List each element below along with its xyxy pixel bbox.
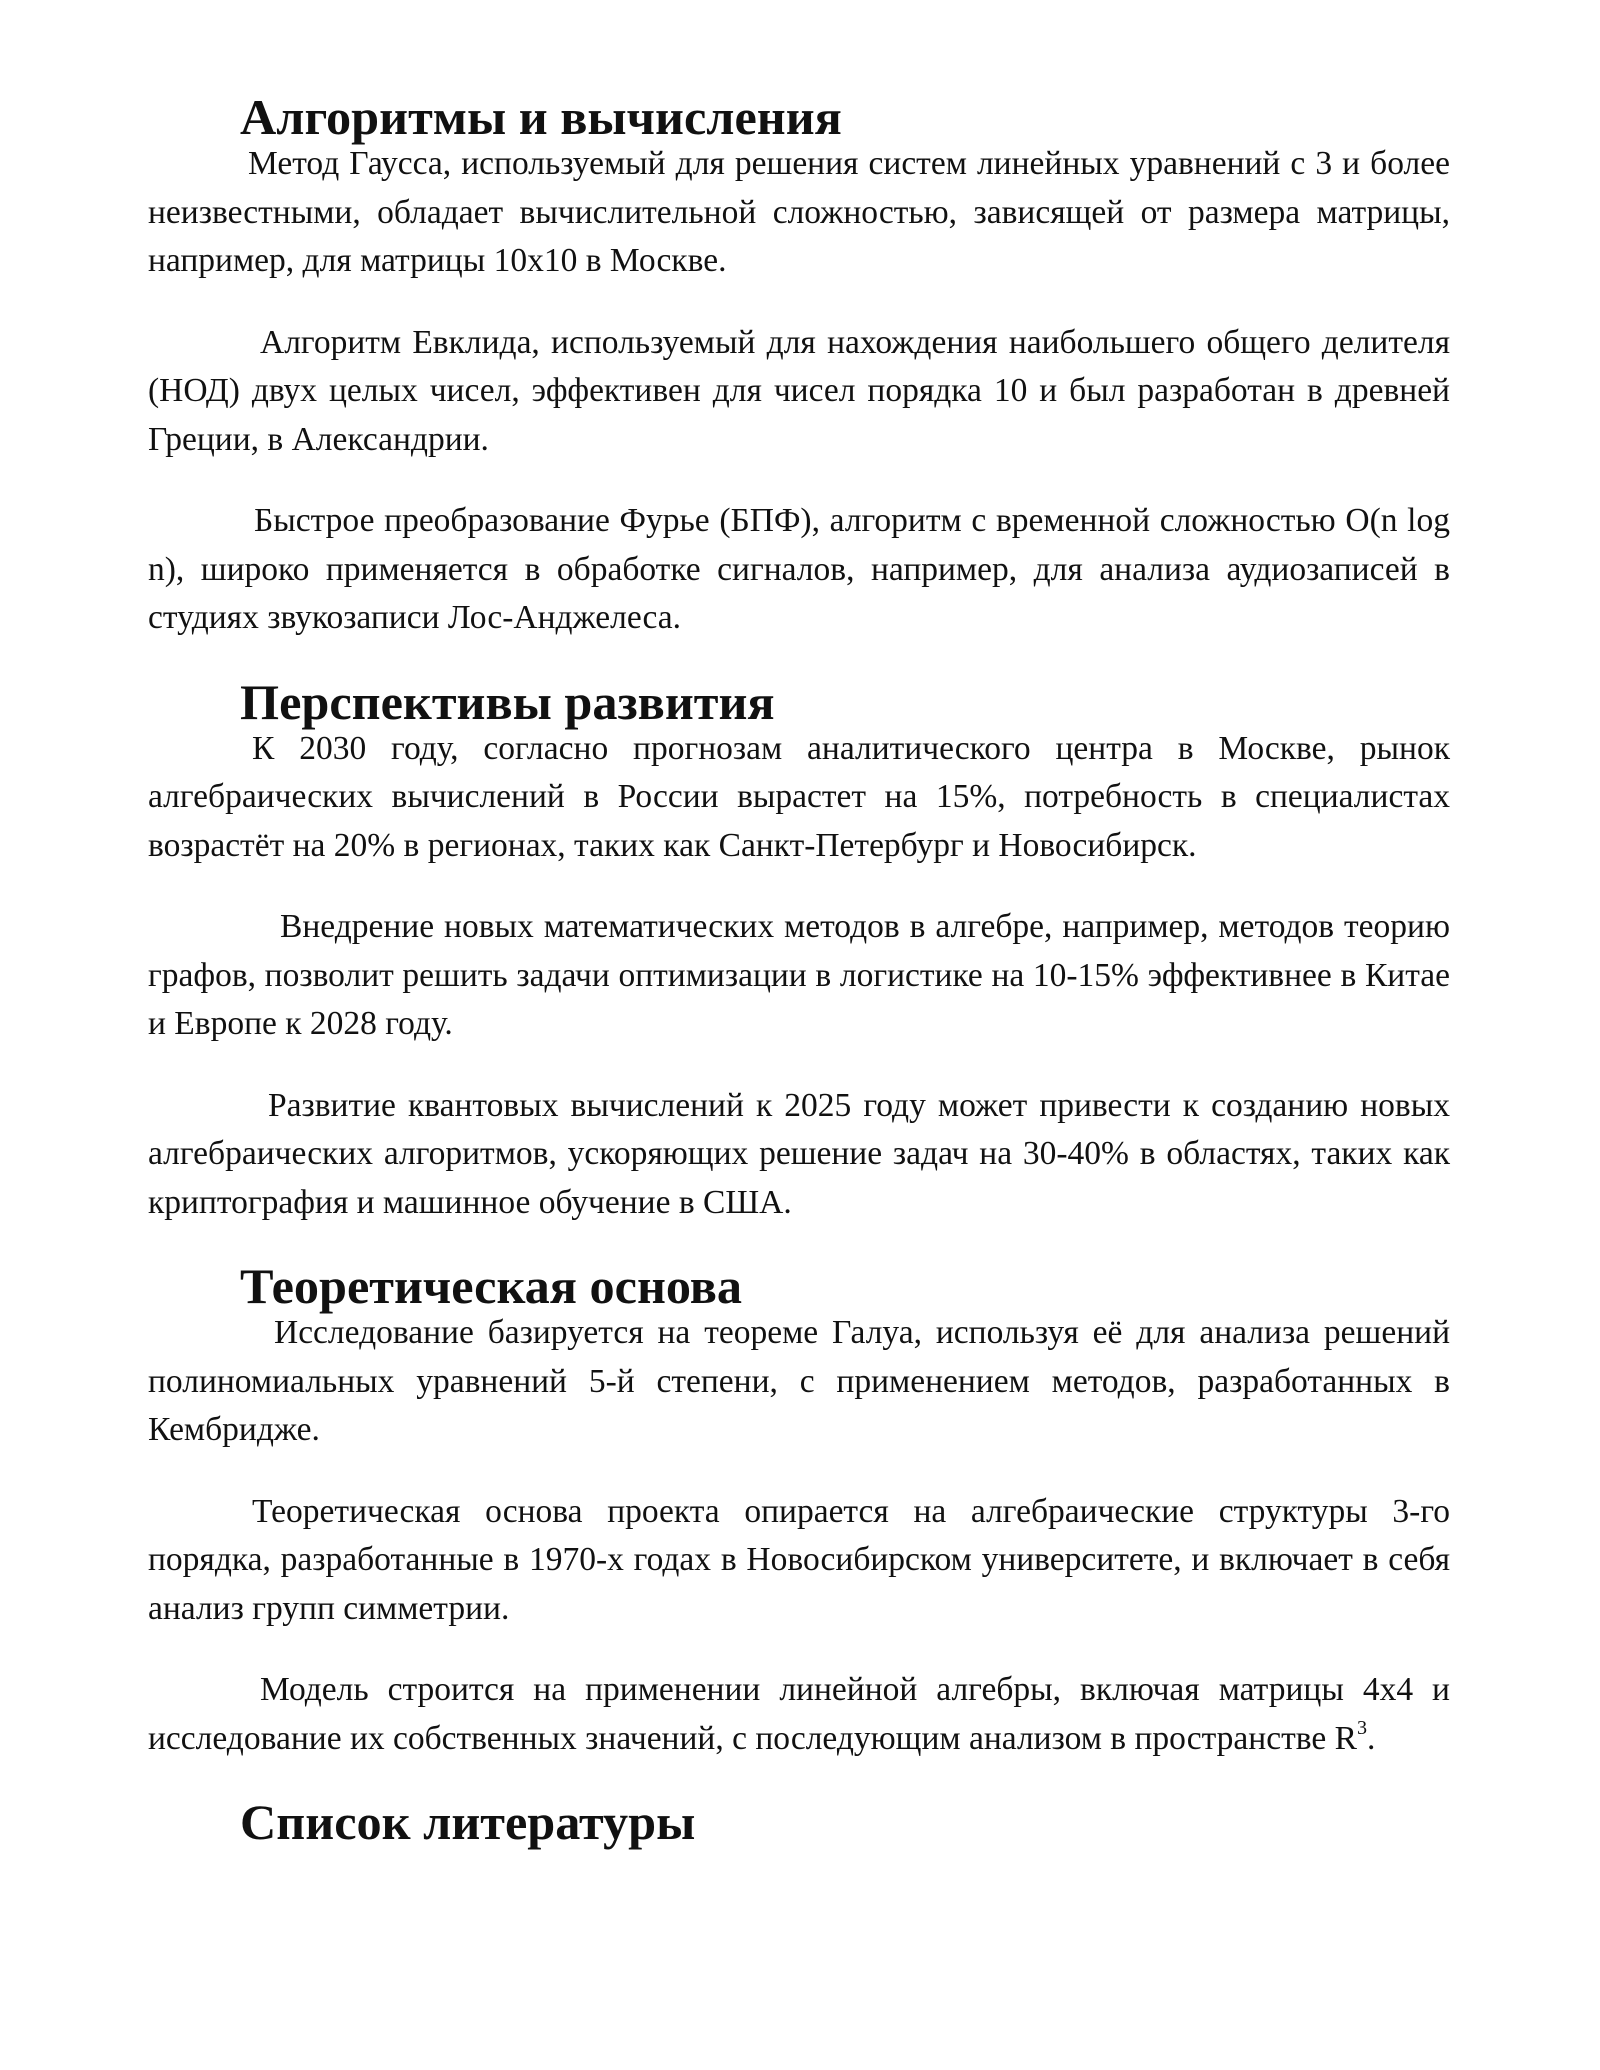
- paragraph-gauss: Метод Гаусса, используемый для решения систем линейных уравнений с 3 и более неизвестными, обладает вычислительной сложностью, зависящей от размера матрицы, например, для матрицы 10x10 в Москве.: [148, 145, 1450, 279]
- paragraph-fft: Быстрое преобразование Фурье (БПФ), алгоритм с временной сложностью O(n log n), широко применяется в обработке сигналов, например, для анализа аудиозаписей в студиях звукозаписи Лос-Анджелеса.: [148, 502, 1450, 636]
- document-page: [148, 89, 1450, 1850]
- paragraph-structures: Теоретическая основа проекта опирается на алгебраические структуры 3-го порядка, разработанные в 1970-х годах в Новосибирском университете, и включает в себя анализ групп симметрии.: [148, 1492, 1450, 1627]
- paragraph-market: К 2030 году, согласно прогнозам аналитического центра в Москве, рынок алгебраических вычислений в России вырастет на 15%, потребность в специалистах возрастёт на 20% в регионах, таких как Санкт-Петербург и Новосибирск.: [148, 729, 1450, 864]
- paragraph-methods: Внедрение новых математических методов в алгебре, например, методов теорию графов, позволит решить задачи оптимизации в логистике на 10-15% эффективнее в Китае и Европе к 2028 году.: [148, 908, 1450, 1042]
- paragraph-model-period: .: [1367, 1719, 1376, 1757]
- section-heading-prospects: Перспективы развития: [240, 673, 775, 730]
- section-heading-theory: Теоретическая основа: [240, 1258, 743, 1314]
- superscript-three: 3: [1356, 1716, 1367, 1739]
- paragraph-galois: Исследование базируется на теореме Галуа, используя её для анализа решений полиномиальных уравнений 5-й степени, с применением методов, разработанных в Кембридже.: [148, 1314, 1450, 1448]
- paragraph-quantum: Развитие квантовых вычислений к 2025 году может привести к созданию новых алгебраических алгоритмов, ускоряющих решение задач на 30-40% в областях, таких как криптография и машинное обучение в США.: [148, 1086, 1450, 1221]
- section-heading-references: Список литературы: [240, 1794, 696, 1850]
- paragraph-model: [148, 1666, 1450, 1763]
- paragraph-model-text: Модель строится на применении линейной алгебры, включая матрицы 4x4 и исследование их собственных значений, с последующим анализом в пространстве R: [148, 1671, 1450, 1757]
- section-heading-algorithms: Алгоритмы и вычисления: [240, 89, 842, 145]
- paragraph-euclid: Алгоритм Евклида, используемый для нахождения наибольшего общего делителя (НОД) двух целых чисел, эффективен для чисел порядка 10 и был разработан в древней Греции, в Александрии.: [148, 323, 1450, 458]
